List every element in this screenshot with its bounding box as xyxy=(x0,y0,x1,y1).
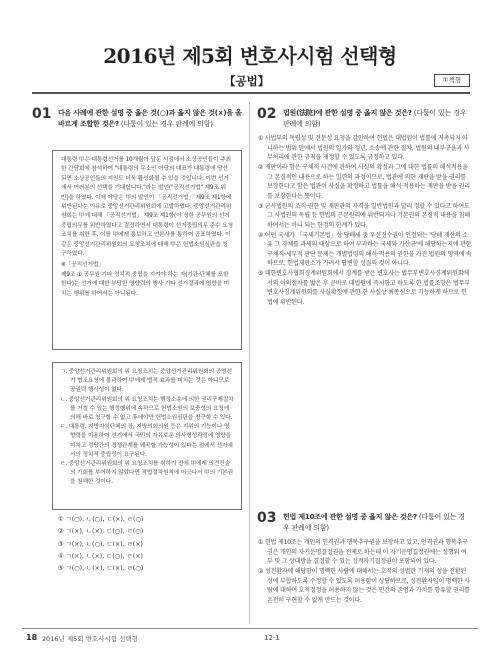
q3-option-2[interactable]: ② 성전환자에 해당함이 명백한 사람에 대해서는 호적의 성별란 기재의 성을 전환된 성에 부합하도록 수정할 수 있도록 허용함이 상당하므로, 성전환자임이 명백한 사람에 대하여 호적정정을 허용하지 않는 것은 인간의 존엄과 가치를 향유할 권리를 온전히 구현할 수 없게 만드는 것이다. xyxy=(258,568,470,604)
footer-exam-name: 2016년 제5회 변호사시험 선택형 xyxy=(42,635,138,643)
reference-title: ※「공직선거법」 xyxy=(61,262,104,269)
question-1-stem-note: (다툼이 있는 경우 판례에 의함) xyxy=(120,120,213,128)
question-1-choices xyxy=(58,514,238,575)
question-1-stem xyxy=(58,108,242,130)
q3-option-1[interactable]: ① 헌법 제10조는 개인의 인격권과 행복추구권을 보장하고 있고, 인격권과 행복추구권은 개인의 자기운명결정권을 전제로 하는데 이 자기운명결정권에는 성행위 여부 및 그 상대방을 결정할 수 있는 성적자기결정권이 포함되어 있다. xyxy=(258,539,468,566)
choice-2[interactable]: ② ㄱ(×), ㄴ(×), ㄷ(○), ㄹ(○) xyxy=(58,528,144,536)
statement-a: ㄱ. 중앙선거관리위원회의 위 요청조치는 중앙선거관리위원회의 공명선거 협조요청에 불과하여 甲에게 법적 효과를 미치는 것은 아니므로 공권력 행사성이 없다. xyxy=(60,369,232,394)
q2-option-4[interactable]: ④ 어떤 국세가 「국세기본법」상 당해세 중 우선징수권이 인정되는 '당해 재산의 소유 그 자체를 과세의 대상으로 하여 부과하는 국세와 가산금'에 해당하는지에 관한 구체적·세부적 판단 문제는 개별법령의 해석·적용의 권한을 가진 법원의 영역에 속하므로, 헌법재판소가 가려서 답변할 성질의 것이 아니다. xyxy=(258,231,472,268)
passage-text: 대통령 甲은 대통령선거를 10개월여 앞둔 시점에서 소상공인들이 주최한 간담회에 참석하여 "대통령의 무소인 여당의 대표가 대통령에 당선되면 소상공인들의 지원도 더욱 활성화될 수 있을 것입니다. 이번 선거에서 여러분의 선택을 기대합니다."라는 발언("공직선거법" 제9조 위반)을 하였다. 이에 야당은 甲의 발언이 「공직선거법」 제9조 제1항에 위반된다는 이유로 중앙선거관리위원회에 고발하였다. 중앙선거관리위원회는 甲에 대해 「공직선거법」 제9조 제1항(이 정한 공무원의 선거중립의무를 위반하였다고 결정하면서 대통령이 선거중립의무 준수 요청조치를 취한 후, 이를 甲에게 통보하고 언론사를 통하여 공표하였다. 이 같은 중앙선거관리위원회의 요청조치에 대해 甲은 헌법소원심판을 청구하였다. xyxy=(61,157,233,258)
question-1-number: 01 xyxy=(32,106,52,122)
question-1-stem-text: 다음 사례에 관한 설명 중 옳은 것(○)과 옳지 않은 것(×)을 올바르게 조합한 것은? xyxy=(58,109,242,128)
question-3-stem-text: 헌법 제10조에 관한 설명 중 옳지 않은 것은? xyxy=(283,513,417,521)
column-divider xyxy=(249,102,250,624)
page-number: 18 xyxy=(26,633,38,642)
reference-body: 제9조 ① 공무원 기타 정치적 중립을 지켜야 하는 자(기관·단체를 포함한다)는 선거에 대한 부당한 영향력의 행사 기타 선거결과에 영향을 미치는 행위를 하여서는 아니된다. xyxy=(61,271,230,297)
q2-option-5[interactable]: ⑤ 대한변호사협회징계위원회에서 징계를 받은 변호사는 법무부변호사징계위원회에서의 이의절차를 밟은 후 곧바로 대법원에 즉시항고 하도록 한 법률조항은 법무부변호사징계위원회를 사실확정에 관한 한 사실상 최종심으로 기능하게 하므로 헌법에 위반된다. xyxy=(258,270,470,306)
question-3-number: 03 xyxy=(257,510,277,526)
exam-title: 2016년 제5회 변호사시험 선택형 xyxy=(103,44,397,68)
question-3-stem-note: (다툼이 있는 경우 판례에 의함) xyxy=(283,513,465,532)
statement-d: ㄹ. 중앙선거관리위원회의 위 요청조치를 취하기 전에 甲에게 의견진술의 기회를 부여하지 않았다면 적법절차원칙에 어긋나서 甲의 기본권을 침해한 것이다. xyxy=(60,461,233,486)
header-rule xyxy=(32,92,470,94)
q2-option-1[interactable]: ① 사법부의 독립성 및 전문성 요청을 감안하여 헌법은 대법원이 법률에 저촉되지 아니하는 범위 안에서 법원의 일가와 정년, 소송에 관한 절차, 법원의 내부규율과 사무처리에 관한 규칙을 제정할 수 있도록 규정하고 있다. xyxy=(258,135,470,162)
q2-option-2[interactable]: ② 재판이라 함은 구체적 사건에 관하여 사실의 확정과 그에 대한 법률의 해석적용을 그 본질적인 내용으로 하는 일련의 과정이므로, 법관에 의한 재판을 받을 권리를 보장한다고 함은 법관이 사실을 확정하고 법률을 해석·적용하는 재판을 받을 권리를 보장한다는 뜻이다. xyxy=(258,164,470,200)
question-2-number: 02 xyxy=(257,106,277,122)
footer-rule xyxy=(22,628,478,629)
question-1-statements xyxy=(52,362,242,510)
question-2-stem-note: (다툼이 있는 경우 판례에 의함) xyxy=(283,109,467,128)
choice-3[interactable]: ③ ㄱ(×), ㄴ(○), ㄷ(×), ㄹ(×) xyxy=(58,540,143,548)
question-3-options xyxy=(258,538,472,606)
statement-c: ㄷ. 대통령, 지방자치단체의 장, 지방의회의원 등은 지위의 기능이나 영향력을 이용하여 선거에서 국민의 자유로운 의사형성과정에 영향을 미치고 정당간의 경쟁관계를 왜곡할 가능성이 있다는 점에서 선거에서의 정치적 중립성이 요구된다. xyxy=(60,424,233,458)
q2-option-3[interactable]: ③ 군사법원의 조직·권한 및 재판관의 자격을 일반법원과 달리 정할 수 있다고 하여도 그 사법권의 독립 등 헌법의 근본원리에 위반되거나 기본권의 본질적 내용을 침해하여서는 아니 되는 한정의 한계가 있다. xyxy=(258,202,470,229)
question-2-stem xyxy=(283,108,471,130)
question-1-passage xyxy=(52,150,242,350)
question-3-stem xyxy=(283,512,471,534)
footer-page-code: 12-1 xyxy=(264,634,280,642)
question-2-options xyxy=(258,134,472,308)
choice-5[interactable]: ⑤ ㄱ(○), ㄴ(×), ㄷ(×), ㄹ(○) xyxy=(58,565,144,573)
choice-4[interactable]: ④ ㄱ(×), ㄴ(×), ㄷ(○), ㄹ(×) xyxy=(58,552,143,560)
question-2-stem-text: 법원(法院)에 관한 설명 중 옳지 않은 것은? xyxy=(283,109,412,117)
choice-1[interactable]: ① ㄱ(○), ㄴ(○), ㄷ(×), ㄹ(○) xyxy=(58,516,144,523)
statement-b: ㄴ. 중앙선거관리위원회의 위 요청조치는 행정소송에 의한 권리구제절차를 거칠 수 있는 행정행위에 속하므로 헌법소원의 보충성의 요청에 의해 바로 청구할 수 없고 후에야만 헌법소원심판을 청구할 수 있다. xyxy=(60,396,234,422)
booklet-type-badge: ①책형 xyxy=(434,74,470,87)
subject-label: 【공법】 xyxy=(224,74,270,88)
